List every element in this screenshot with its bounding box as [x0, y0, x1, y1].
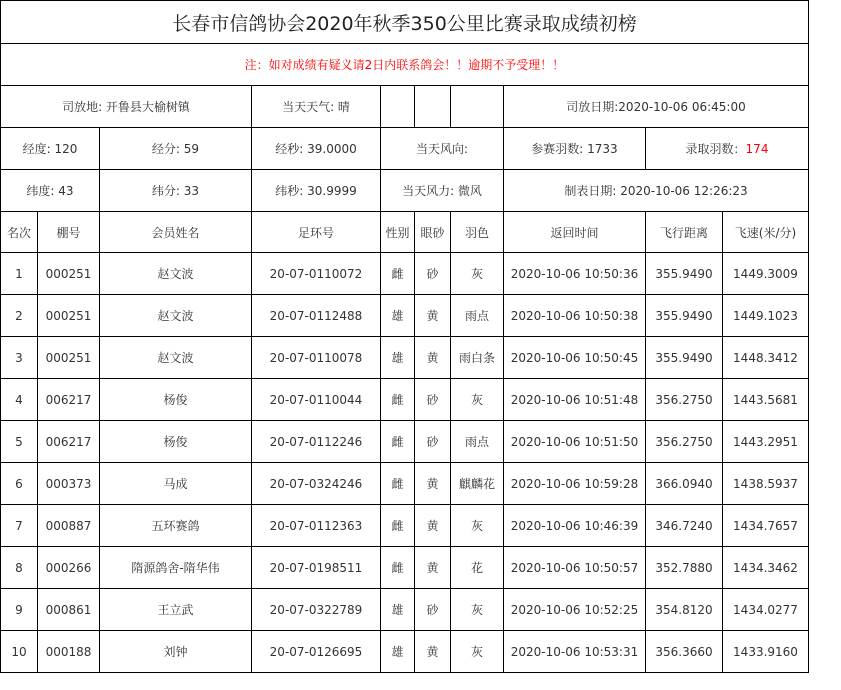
member-name-cell: 杨俊 [100, 421, 252, 463]
loft-cell: 000373 [38, 463, 100, 505]
sex-cell: 雄 [381, 589, 415, 631]
empty-cell [415, 86, 451, 128]
rank-cell: 6 [1, 463, 38, 505]
eye-cell: 黄 [415, 631, 451, 673]
col-header-member: 会员姓名 [100, 212, 252, 253]
table-row [1, 295, 809, 337]
speed-cell: 1434.7657 [723, 505, 809, 547]
rank-cell: 3 [1, 337, 38, 379]
rank-cell: 9 [1, 589, 38, 631]
loft-cell: 000266 [38, 547, 100, 589]
entries-count: 参赛羽数: 1733 [504, 128, 646, 170]
return-time-cell: 2020-10-06 10:46:39 [504, 505, 646, 547]
table-row [1, 421, 809, 463]
info-row-longitude [1, 128, 809, 170]
sex-cell: 雌 [381, 463, 415, 505]
return-time-cell: 2020-10-06 10:50:57 [504, 547, 646, 589]
longitude-minute: 经分: 59 [100, 128, 252, 170]
feather-color-cell: 灰 [451, 505, 504, 547]
table-row [1, 337, 809, 379]
speed-cell: 1434.3462 [723, 547, 809, 589]
sex-cell: 雌 [381, 253, 415, 295]
latitude-degree: 纬度: 43 [1, 170, 100, 212]
wind-force: 当天风力: 微风 [381, 170, 504, 212]
speed-cell: 1438.5937 [723, 463, 809, 505]
member-name-cell: 赵文波 [100, 253, 252, 295]
table-row [1, 463, 809, 505]
eye-cell: 砂 [415, 421, 451, 463]
ring-number-cell: 20-07-0110044 [252, 379, 381, 421]
feather-color-cell: 雨白条 [451, 337, 504, 379]
col-header-eye: 眼砂 [415, 212, 451, 253]
return-time-cell: 2020-10-06 10:52:25 [504, 589, 646, 631]
latitude-minute: 纬分: 33 [100, 170, 252, 212]
feather-color-cell: 麒麟花 [451, 463, 504, 505]
loft-cell: 006217 [38, 379, 100, 421]
table-date: 制表日期: 2020-10-06 12:26:23 [504, 170, 809, 212]
notice-text: 注：如对成绩有疑义请2日内联系鸽会！！逾期不予受理！！ [1, 44, 809, 86]
rank-cell: 10 [1, 631, 38, 673]
sex-cell: 雌 [381, 505, 415, 547]
feather-color-cell: 雨点 [451, 421, 504, 463]
member-name-cell: 赵文波 [100, 295, 252, 337]
eye-cell: 黄 [415, 505, 451, 547]
speed-cell: 1434.0277 [723, 589, 809, 631]
col-header-color: 羽色 [451, 212, 504, 253]
ring-number-cell: 20-07-0112363 [252, 505, 381, 547]
return-time-cell: 2020-10-06 10:59:28 [504, 463, 646, 505]
table-row [1, 253, 809, 295]
return-time-cell: 2020-10-06 10:50:36 [504, 253, 646, 295]
sex-cell: 雌 [381, 379, 415, 421]
feather-color-cell: 雨点 [451, 295, 504, 337]
ring-number-cell: 20-07-0110072 [252, 253, 381, 295]
rank-cell: 5 [1, 421, 38, 463]
table-row [1, 589, 809, 631]
sex-cell: 雄 [381, 337, 415, 379]
loft-cell: 006217 [38, 421, 100, 463]
loft-cell: 000251 [38, 337, 100, 379]
col-header-ring: 足环号 [252, 212, 381, 253]
table-row [1, 379, 809, 421]
col-header-return-time: 返回时间 [504, 212, 646, 253]
table-row [1, 547, 809, 589]
loft-cell: 000251 [38, 253, 100, 295]
distance-cell: 354.8120 [646, 589, 723, 631]
speed-cell: 1443.2951 [723, 421, 809, 463]
distance-cell: 356.2750 [646, 379, 723, 421]
rank-cell: 7 [1, 505, 38, 547]
sex-cell: 雄 [381, 295, 415, 337]
column-header-row [1, 212, 809, 253]
wind-direction: 当天风向: [381, 128, 504, 170]
member-name-cell: 隋源鸽舍-隋华伟 [100, 547, 252, 589]
col-header-distance: 飞行距离 [646, 212, 723, 253]
sex-cell: 雌 [381, 421, 415, 463]
speed-cell: 1448.3412 [723, 337, 809, 379]
member-name-cell: 王立武 [100, 589, 252, 631]
speed-cell: 1433.9160 [723, 631, 809, 673]
member-name-cell: 马成 [100, 463, 252, 505]
speed-cell: 1449.3009 [723, 253, 809, 295]
ring-number-cell: 20-07-0198511 [252, 547, 381, 589]
ring-number-cell: 20-07-0110078 [252, 337, 381, 379]
distance-cell: 355.9490 [646, 337, 723, 379]
feather-color-cell: 灰 [451, 589, 504, 631]
member-name-cell: 五环赛鸽 [100, 505, 252, 547]
sex-cell: 雄 [381, 631, 415, 673]
return-time-cell: 2020-10-06 10:50:45 [504, 337, 646, 379]
distance-cell: 346.7240 [646, 505, 723, 547]
page-title: 长春市信鸽协会2020年秋季350公里比赛录取成绩初榜 [1, 1, 809, 44]
eye-cell: 砂 [415, 379, 451, 421]
ring-number-cell: 20-07-0322789 [252, 589, 381, 631]
rank-cell: 1 [1, 253, 38, 295]
latitude-second: 纬秒: 30.9999 [252, 170, 381, 212]
table-row [1, 505, 809, 547]
info-row-latitude [1, 170, 809, 212]
release-date: 司放日期:2020-10-06 06:45:00 [504, 86, 809, 128]
empty-cell [381, 86, 415, 128]
distance-cell: 356.3660 [646, 631, 723, 673]
loft-cell: 000887 [38, 505, 100, 547]
member-name-cell: 杨俊 [100, 379, 252, 421]
member-name-cell: 赵文波 [100, 337, 252, 379]
distance-cell: 355.9490 [646, 253, 723, 295]
feather-color-cell: 灰 [451, 253, 504, 295]
ring-number-cell: 20-07-0112246 [252, 421, 381, 463]
return-time-cell: 2020-10-06 10:51:50 [504, 421, 646, 463]
col-header-rank: 名次 [1, 212, 38, 253]
ring-number-cell: 20-07-0112488 [252, 295, 381, 337]
table-row [1, 631, 809, 673]
ring-number-cell: 20-07-0126695 [252, 631, 381, 673]
loft-cell: 000188 [38, 631, 100, 673]
info-row-release [1, 86, 809, 128]
return-time-cell: 2020-10-06 10:50:38 [504, 295, 646, 337]
distance-cell: 356.2750 [646, 421, 723, 463]
col-header-speed: 飞速(米/分) [723, 212, 809, 253]
feather-color-cell: 灰 [451, 379, 504, 421]
eye-cell: 砂 [415, 589, 451, 631]
col-header-loft: 棚号 [38, 212, 100, 253]
eye-cell: 砂 [415, 253, 451, 295]
accepted-label: 录取羽数： [685, 142, 746, 156]
loft-cell: 000861 [38, 589, 100, 631]
longitude-second: 经秒: 39.0000 [252, 128, 381, 170]
feather-color-cell: 花 [451, 547, 504, 589]
return-time-cell: 2020-10-06 10:51:48 [504, 379, 646, 421]
rank-cell: 4 [1, 379, 38, 421]
table-body [1, 1, 809, 673]
eye-cell: 黄 [415, 547, 451, 589]
accepted-count [646, 128, 809, 170]
member-name-cell: 刘钟 [100, 631, 252, 673]
sex-cell: 雌 [381, 547, 415, 589]
distance-cell: 366.0940 [646, 463, 723, 505]
distance-cell: 352.7880 [646, 547, 723, 589]
weather: 当天天气: 晴 [252, 86, 381, 128]
feather-color-cell: 灰 [451, 631, 504, 673]
eye-cell: 黄 [415, 295, 451, 337]
eye-cell: 黄 [415, 463, 451, 505]
rank-cell: 8 [1, 547, 38, 589]
speed-cell: 1443.5681 [723, 379, 809, 421]
release-location: 司放地: 开鲁县大榆树镇 [1, 86, 252, 128]
rank-cell: 2 [1, 295, 38, 337]
accepted-value: 174 [745, 142, 769, 156]
longitude-degree: 经度: 120 [1, 128, 100, 170]
distance-cell: 355.9490 [646, 295, 723, 337]
eye-cell: 黄 [415, 337, 451, 379]
ring-number-cell: 20-07-0324246 [252, 463, 381, 505]
return-time-cell: 2020-10-06 10:53:31 [504, 631, 646, 673]
col-header-sex: 性别 [381, 212, 415, 253]
loft-cell: 000251 [38, 295, 100, 337]
speed-cell: 1449.1023 [723, 295, 809, 337]
empty-cell [451, 86, 504, 128]
